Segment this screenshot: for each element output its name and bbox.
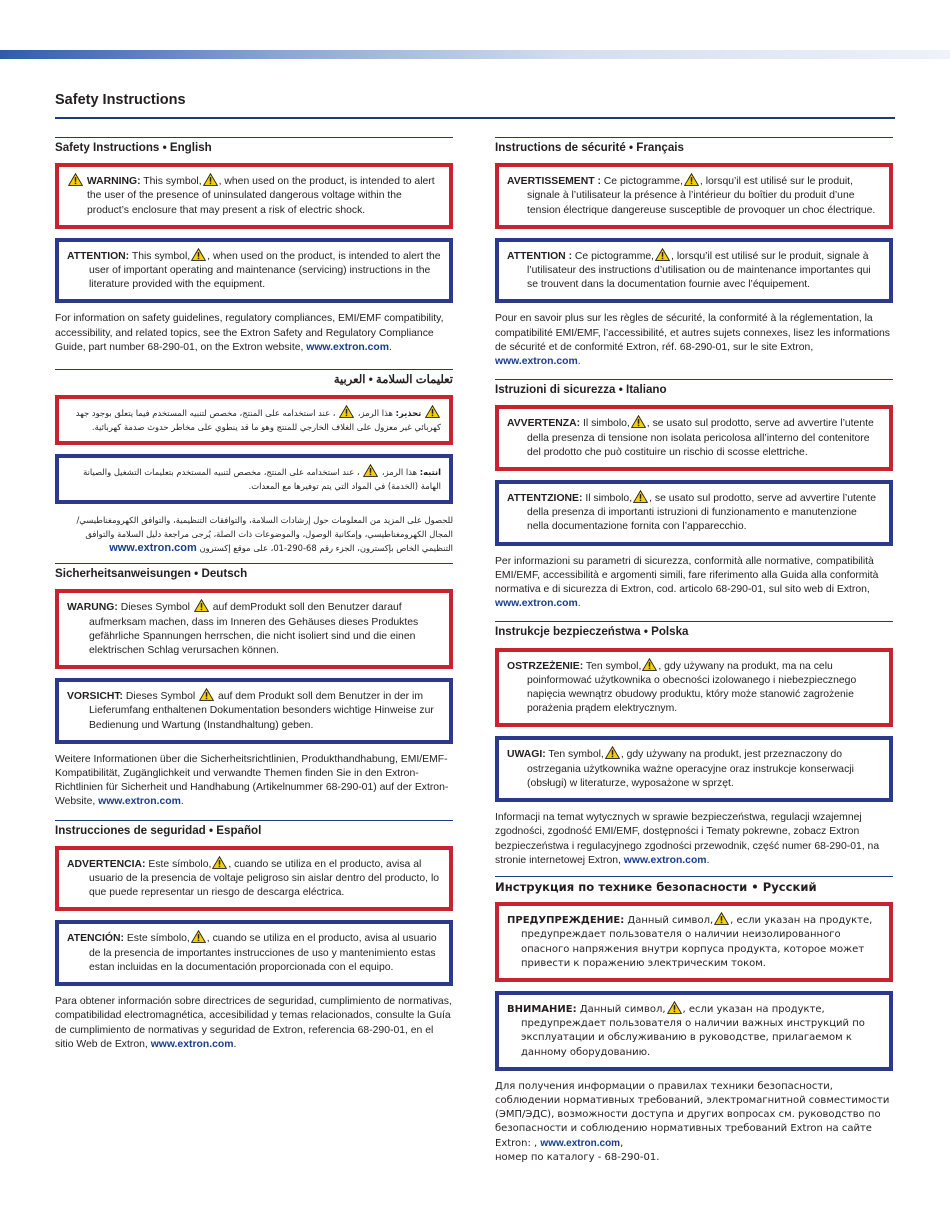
warning-triangle-icon xyxy=(338,408,355,418)
warning-text: , gdy używany na produkt, ma na celu poinformować użytkownika o obecności izolowanego i niebezpiecznego napięcia wewnątrz obudowy produktu, który może stanowić zagrożenie porażenia prądem elektrycznym. xyxy=(527,660,857,715)
info-paragraph xyxy=(495,312,893,369)
warning-triangle-icon xyxy=(424,408,441,418)
attention-text: , если указан на продукте, предупреждает пользователя о наличии важных инструкций по эксплуатации и обслуживанию в руководстве, прилагаемом к данному оборудованию. xyxy=(521,1003,865,1058)
section-arabic xyxy=(55,369,453,555)
section-polish xyxy=(495,621,893,867)
warning-box xyxy=(55,395,453,445)
info-text: للحصول على المزيد من المعلومات حول إرشادات السلامة، والتوافقات التنظيمية، والتوافق الكهرومغناطيسي/المجال الكهرومغناطيسي، وإمكانية الوصول، والموضوعات ذات الصلة، يُرجى مراجعة دليل السلامة والتوافق التنظيمي الخاص بإكسترون، الجزء رقم 68-290-01، على موقع إكسترون xyxy=(76,515,453,554)
warning-text: , cuando se utiliza en el producto, avisa al usuario de la presencia de voltaje peligroso sin aislar dentro del producto, lo que puede representar un riesgo de descarga eléctrica. xyxy=(89,858,440,899)
extron-link[interactable]: www.extron.com xyxy=(98,796,181,808)
warning-label: ADVERTENCIA: xyxy=(67,858,146,870)
info-paragraph xyxy=(55,753,453,810)
warning-triangle-icon xyxy=(630,418,647,429)
info-text: Weitere Informationen über die Sicherheitsrichtlinien, Produkthandhabung, EMI/EMF-Kompatibilität, Zugänglichkeit und verwandte Themen finden Sie in den Extron-Richtlinien für Sicherheit und Handhabung (Artikelnummer 68-290-01) auf der Extron-Website, xyxy=(55,753,449,808)
section-german xyxy=(55,563,453,809)
extron-link[interactable]: www.extron.com xyxy=(109,542,197,555)
info-paragraph xyxy=(495,1080,893,1165)
section-french xyxy=(495,137,893,369)
extron-link[interactable]: www.extron.com xyxy=(495,356,578,368)
section-english xyxy=(55,137,453,355)
attention-box xyxy=(495,480,893,546)
warning-triangle-icon xyxy=(362,467,379,477)
attention-box xyxy=(495,991,893,1071)
warning-triangle-icon xyxy=(632,493,649,504)
warning-text: هذا الرمز، xyxy=(357,408,393,419)
attention-box xyxy=(495,736,893,802)
warning-text: Este símbolo, xyxy=(148,858,212,870)
warning-text: Ten symbol, xyxy=(585,660,642,672)
header-band xyxy=(0,50,950,59)
info-end: , xyxy=(620,1137,624,1149)
section-heading: تعليمات السلامة • العربية xyxy=(55,369,453,390)
attention-label: ATTENTZIONE: xyxy=(507,493,583,505)
attention-text: Dieses Symbol xyxy=(125,691,196,703)
info-end: . xyxy=(706,854,710,866)
extron-link[interactable]: www.extron.com xyxy=(150,1038,234,1050)
section-spanish xyxy=(55,820,453,1052)
attention-label: UWAGI: xyxy=(507,749,546,761)
info-text: Для получения информации о правилах техники безопасности, соблюдении нормативных требований, электромагнитной совместимости (ЭМП/ЭДС), возможности доступа и других вопросах см. руководство по безопасности и соблюдению нормативных требований Extron на сайте Extron: , xyxy=(495,1080,890,1149)
attention-text: , cuando se utiliza en el producto, avisa al usuario de la presencia de importantes instrucciones de uso y mantenimiento estas estan incluidas en la documentación proporcionada con el equipo. xyxy=(89,933,437,973)
attention-text: Este símbolo, xyxy=(126,933,190,945)
warning-text: This symbol, xyxy=(143,176,202,188)
info-end: . xyxy=(233,1038,237,1050)
warning-triangle-icon xyxy=(67,176,84,187)
warning-triangle-icon xyxy=(666,1004,683,1015)
warning-triangle-icon xyxy=(190,251,207,262)
warning-box xyxy=(495,902,893,982)
section-heading: Инструкция по технике безопасности • Русский xyxy=(495,876,893,897)
warning-box xyxy=(55,589,453,669)
warning-label: ПРЕДУПРЕЖДЕНИЕ: xyxy=(507,915,625,927)
warning-label: تحذير: xyxy=(395,408,422,419)
attention-box xyxy=(55,678,453,744)
attention-text: Ce pictogramme, xyxy=(574,250,655,262)
attention-label: ATTENTION: xyxy=(67,250,130,262)
warning-triangle-icon xyxy=(604,749,621,760)
attention-text: , lorsqu’il est utilisé sur le produit, signale à l’utilisateur des instructions d’utilisation ou de maintenance importantes qui se trouvent dans la documentation fournie avec l’équipement. xyxy=(527,250,871,291)
extron-link[interactable]: www.extron.com xyxy=(623,854,707,866)
extron-link[interactable]: www.extron.com xyxy=(495,598,578,610)
info-end: . xyxy=(180,796,184,808)
warning-triangle-icon xyxy=(198,691,215,702)
section-italian xyxy=(495,379,893,611)
warning-text: ، عند استخدامه على المنتج، مخصص لتنبيه المستخدم فيما يتعلق بوجود جهد كهربائي غير معزول على الغلاف الخارجي للمنتج وهو ما قد ينطوي على مخاطر حدوث صدمة كهربائية. xyxy=(75,408,441,433)
warning-triangle-icon xyxy=(202,176,219,187)
warning-triangle-icon xyxy=(713,915,730,926)
warning-box xyxy=(495,163,893,229)
info-paragraph xyxy=(55,513,453,555)
attention-text: Ten symbol, xyxy=(548,749,604,761)
warning-triangle-icon xyxy=(193,602,210,613)
warning-label: WARUNG: xyxy=(67,602,118,614)
warning-triangle-icon xyxy=(654,251,671,262)
warning-triangle-icon xyxy=(211,859,228,870)
attention-text: auf dem Produkt soll dem Benutzer in der im Lieferumfang enthaltenen Dokumentation besonders wichtige Hinweise zur Bedienung und Wartung (Instandhaltung) geben. xyxy=(89,691,434,731)
warning-text: , when used on the product, is intended to alert the user of the presence of uninsulated dangerous voltage within the product’s enclosure that may present a risk of electric shock. xyxy=(87,176,435,216)
attention-box xyxy=(495,238,893,304)
section-heading: Istruzioni di sicurezza • Italiano xyxy=(495,379,893,400)
attention-text: This symbol, xyxy=(131,250,191,262)
attention-box xyxy=(55,920,453,986)
warning-text: Dieses Symbol xyxy=(120,602,190,614)
extron-link[interactable]: www.extron.com xyxy=(306,341,390,353)
left-column xyxy=(55,137,453,1060)
section-heading: Instrukcje bezpieczeństwa • Polska xyxy=(495,621,893,642)
attention-text: , se usato sul prodotto, serve ad avvertire l’utente della presenza di importanti istruzioni di funzionamento e manutenzione nella documentazione fornita con l’apparecchio. xyxy=(527,493,877,533)
info-paragraph xyxy=(495,555,893,612)
warning-box xyxy=(495,405,893,471)
page-title: Safety Instructions xyxy=(55,92,186,108)
warning-triangle-icon xyxy=(190,933,207,944)
section-russian xyxy=(495,876,893,1165)
warning-label: AVERTISSEMENT : xyxy=(507,176,601,188)
warning-text: , если указан на продукте, предупреждает пользователя о наличии неизолированного опасного напряжения внутри корпуса продукта, которое может привести к поражению электрическим током. xyxy=(521,915,873,969)
section-heading: Instrucciones de seguridad • Español xyxy=(55,820,453,841)
info-text: Pour en savoir plus sur les règles de sécurité, la conformité à la réglementation, la compatibilité EMI/EMF, l’accessibilité, et autres sujets connexes, lisez les informations de sécurité et de conformité Extron, réf. 68-290-01, sur le site Extron, xyxy=(495,313,891,353)
attention-box xyxy=(55,238,453,304)
section-heading: Instructions de sécurité • Français xyxy=(495,137,893,158)
info-paragraph xyxy=(55,312,453,355)
right-column xyxy=(495,137,893,1173)
warning-box xyxy=(495,648,893,728)
attention-text: ، عند استخدامه على المنتج، مخصص لتنبيه المستخدم بتعليمات التشغيل والصيانة الهامة (الخدمة) في المواد التي يتم توفيرها مع المعدات. xyxy=(83,467,441,492)
attention-label: ATTENTION : xyxy=(507,250,573,262)
warning-box xyxy=(55,846,453,912)
attention-text: , when used on the product, is intended to alert the user of important operating and maintenance (servicing) instructions in the literature provided with the equipment. xyxy=(89,250,441,291)
attention-label: ATENCIÓN: xyxy=(67,933,124,945)
attention-box xyxy=(55,454,453,504)
attention-text: هذا الرمز، xyxy=(381,467,418,478)
warning-text: Данный символ, xyxy=(627,915,714,927)
attention-label: انتبه: xyxy=(419,467,441,478)
attention-text: , gdy używany na produkt, jest przeznaczony do ostrzegania użytkownika ważne operacyjne oraz instrukcje konserwacji (obsługi) w literaturze, wyposażone w sprzęt. xyxy=(527,749,854,789)
info-tail: номер по каталогу - 68-290-01. xyxy=(495,1151,660,1163)
section-heading: Sicherheitsanweisungen • Deutsch xyxy=(55,563,453,584)
info-end: . xyxy=(577,598,581,610)
attention-label: ВНИМАНИЕ: xyxy=(507,1003,577,1015)
title-rule xyxy=(55,117,895,119)
warning-text: Il simbolo, xyxy=(583,418,630,430)
warning-label: OSTRZEŻENIE: xyxy=(507,660,584,672)
warning-text: Ce pictogramme, xyxy=(603,176,683,188)
section-heading: Safety Instructions • English xyxy=(55,137,453,158)
warning-text: , se usato sul prodotto, serve ad avvertire l’utente della presenza di tensione non isolata pericolosa all’interno del contenitore del prodotto che può costituire un rischio di scosse elettriche. xyxy=(527,418,874,458)
info-text: Informacji na temat wytycznych w sprawie bezpieczeństwa, regulacji wzajemnej zgodności, zgodność EMI/EMF, dostępności i Tematy pokrewne, zobacz Extron bezpieczeństwa i regulacyjnego zgodności przewodnik, część numer 68-290-01, na stronie internetowej Extron, xyxy=(495,812,880,866)
warning-label: AVVERTENZA: xyxy=(507,418,581,430)
info-paragraph xyxy=(495,811,893,868)
attention-label: VORSICHT: xyxy=(67,691,123,703)
info-text: Per informazioni su parametri di sicurezza, conformità alle normative, compatibilità EMI/EMF, accessibilità e argomenti simili, fare riferimento alla Guida alla conformità normativa e di sicurezza di Extron, cod. articolo 68-290-01, sul sito web di Extron, xyxy=(495,555,879,596)
warning-label: WARNING: xyxy=(86,176,141,188)
attention-text: Данный символ, xyxy=(579,1003,666,1015)
warning-box xyxy=(55,163,453,229)
info-text: For information on safety guidelines, regulatory compliances, EMI/EMF compatibility, accessibility, and related topics, see the Extron Safety and Regulatory Compliance Guide, part number 68-290-01, on the Extron website, xyxy=(55,313,444,353)
info-paragraph xyxy=(55,995,453,1052)
warning-text: auf demProdukt soll den Benutzer darauf aufmerksam machen, dass im Inneren des Gehäuses dieses Produktes gefährliche Spannungen herrschen, die nicht isoliert sind und die einen elektrischen Schlag verursachen können. xyxy=(89,602,419,657)
info-text: Para obtener información sobre directrices de seguridad, cumplimiento de normativas, compatibilidad electromagnética, accesibilidad y temas relacionados, consulte la Guía de cumplimiento de normativas y seguridad de Extron, referencia 68-290-01, en el sitio Web de Extron, xyxy=(55,996,452,1050)
info-end: . xyxy=(577,356,581,368)
warning-triangle-icon xyxy=(683,176,700,187)
warning-text: , lorsqu’il est utilisé sur le produit, signale à l’utilisateur la présence à l’intérieur du boîtier du produit d’une tension électrique dangereuse susceptible de provoquer un choc électrique. xyxy=(527,176,876,216)
warning-triangle-icon xyxy=(641,661,658,672)
attention-text: Il simbolo, xyxy=(585,493,633,505)
info-end: . xyxy=(389,341,392,353)
extron-link[interactable]: www.extron.com xyxy=(540,1137,621,1149)
